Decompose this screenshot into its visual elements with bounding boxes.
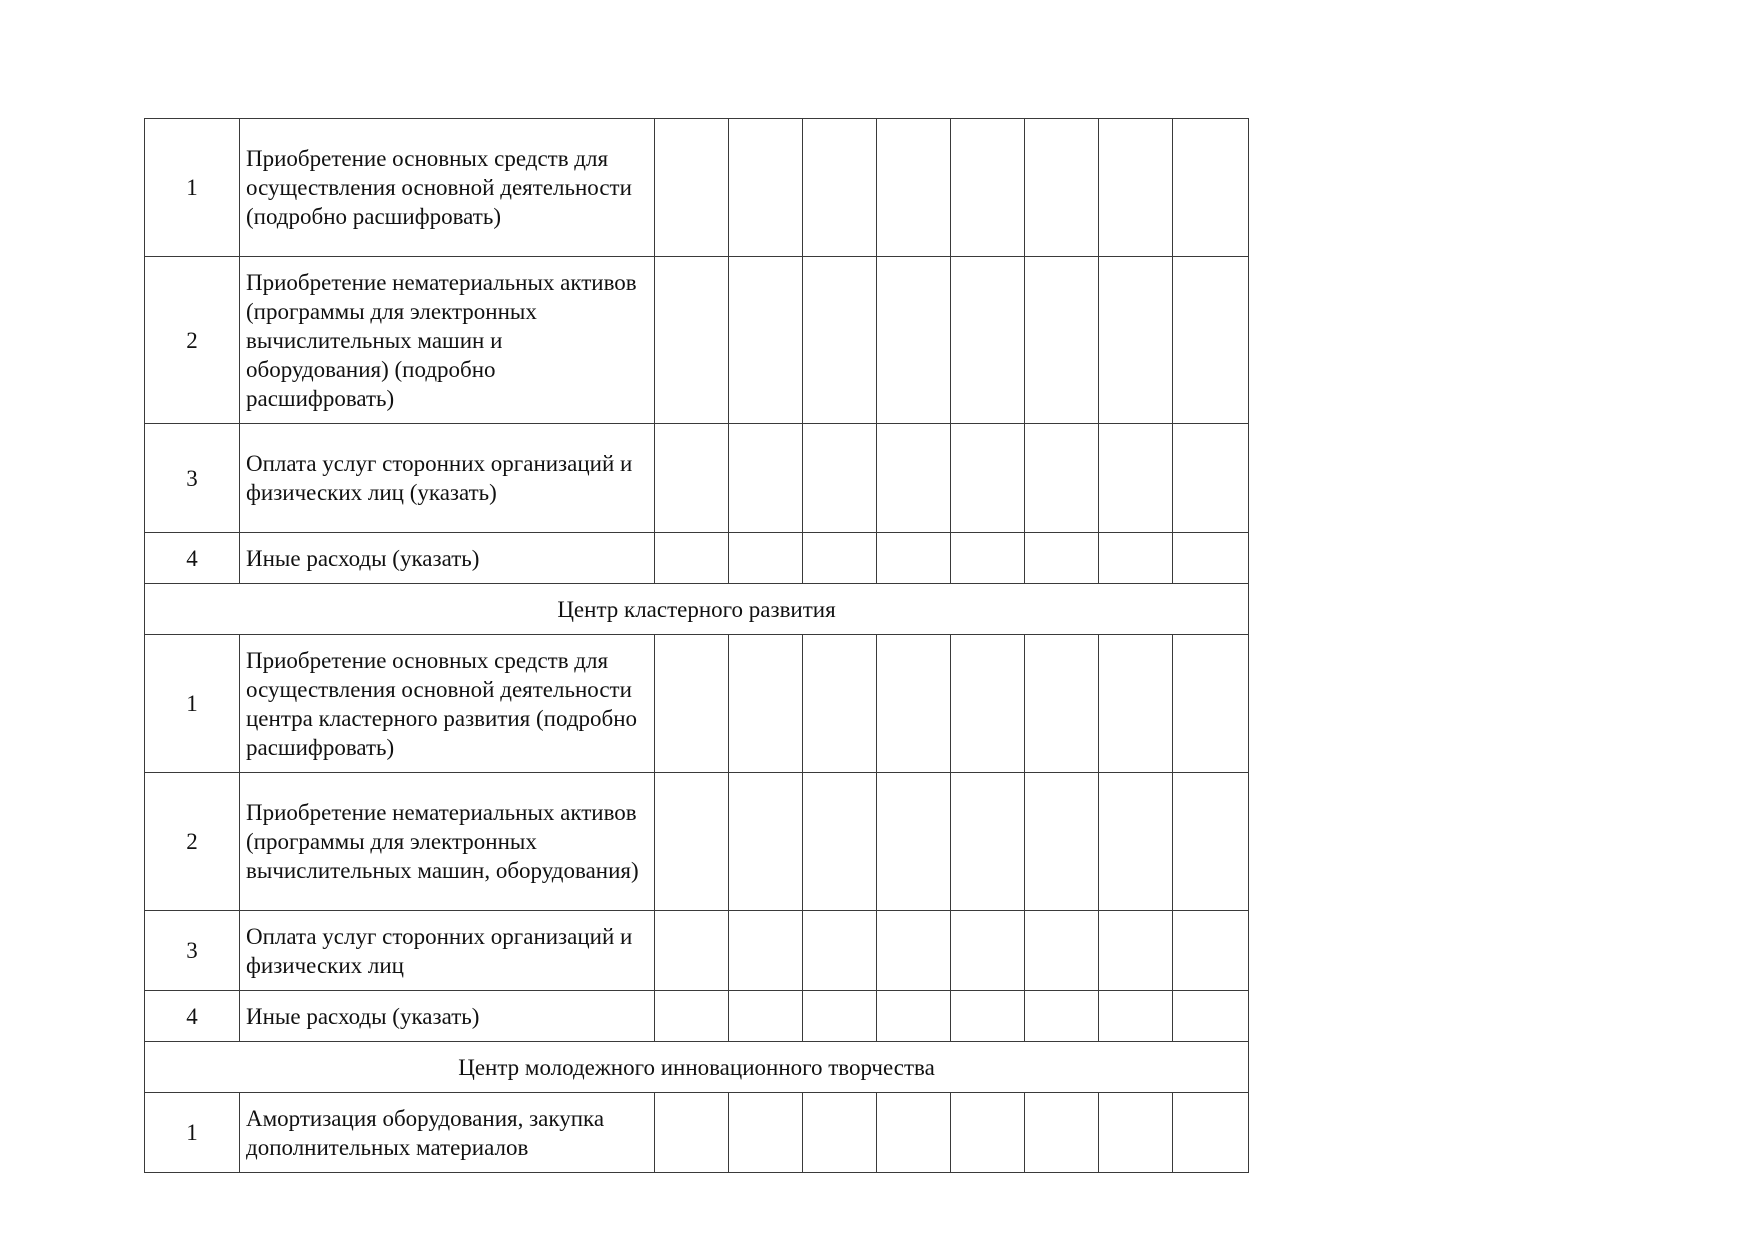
empty-value-cell [877, 424, 951, 533]
row-number: 2 [145, 773, 240, 911]
empty-value-cell [655, 1093, 729, 1173]
empty-value-cell [951, 1093, 1025, 1173]
expense-description: Оплата услуг сторонних организаций и физических лиц [240, 911, 655, 991]
empty-value-cell [1099, 635, 1173, 773]
empty-value-cell [803, 257, 877, 424]
empty-value-cell [1173, 533, 1249, 584]
empty-value-cell [729, 257, 803, 424]
empty-value-cell [1173, 991, 1249, 1042]
row-number: 2 [145, 257, 240, 424]
empty-value-cell [1173, 424, 1249, 533]
empty-value-cell [1025, 257, 1099, 424]
empty-value-cell [1099, 1093, 1173, 1173]
empty-value-cell [1099, 424, 1173, 533]
empty-value-cell [877, 119, 951, 257]
empty-value-cell [803, 424, 877, 533]
empty-value-cell [1099, 119, 1173, 257]
empty-value-cell [1099, 533, 1173, 584]
empty-value-cell [877, 533, 951, 584]
empty-value-cell [729, 991, 803, 1042]
empty-value-cell [655, 991, 729, 1042]
empty-value-cell [1173, 119, 1249, 257]
empty-value-cell [951, 119, 1025, 257]
empty-value-cell [951, 635, 1025, 773]
expense-description: Приобретение основных средств для осуществления основной деятельности центра кластерного развития (подробно расшифровать) [240, 635, 655, 773]
empty-value-cell [1025, 773, 1099, 911]
empty-value-cell [877, 1093, 951, 1173]
empty-value-cell [877, 257, 951, 424]
section-header-row [145, 584, 1249, 635]
empty-value-cell [1025, 533, 1099, 584]
row-number: 3 [145, 911, 240, 991]
table-row [145, 635, 1249, 773]
empty-value-cell [729, 773, 803, 911]
section-title: Центр молодежного инновационного творчества [145, 1042, 1249, 1093]
empty-value-cell [1173, 635, 1249, 773]
section-header-row [145, 1042, 1249, 1093]
empty-value-cell [951, 911, 1025, 991]
empty-value-cell [1025, 119, 1099, 257]
empty-value-cell [1173, 911, 1249, 991]
empty-value-cell [803, 1093, 877, 1173]
empty-value-cell [803, 635, 877, 773]
table-row [145, 119, 1249, 257]
section-title: Центр кластерного развития [145, 584, 1249, 635]
empty-value-cell [655, 119, 729, 257]
expense-description: Приобретение нематериальных активов (программы для электронных вычислительных машин и оборудования) (подробно расшифровать) [240, 257, 655, 424]
expense-description: Иные расходы (указать) [240, 991, 655, 1042]
empty-value-cell [803, 991, 877, 1042]
row-number: 1 [145, 635, 240, 773]
empty-value-cell [655, 257, 729, 424]
budget-table [144, 118, 1249, 1173]
expense-description: Иные расходы (указать) [240, 533, 655, 584]
empty-value-cell [877, 911, 951, 991]
table-row [145, 533, 1249, 584]
empty-value-cell [1025, 635, 1099, 773]
row-number: 3 [145, 424, 240, 533]
empty-value-cell [1099, 257, 1173, 424]
empty-value-cell [803, 119, 877, 257]
table-row [145, 424, 1249, 533]
empty-value-cell [655, 773, 729, 911]
empty-value-cell [729, 119, 803, 257]
empty-value-cell [655, 424, 729, 533]
empty-value-cell [803, 533, 877, 584]
empty-value-cell [877, 991, 951, 1042]
empty-value-cell [1099, 991, 1173, 1042]
empty-value-cell [655, 635, 729, 773]
row-number: 4 [145, 533, 240, 584]
empty-value-cell [803, 773, 877, 911]
expense-description: Приобретение нематериальных активов (программы для электронных вычислительных машин, оборудования) [240, 773, 655, 911]
table-row [145, 1093, 1249, 1173]
empty-value-cell [655, 911, 729, 991]
empty-value-cell [729, 424, 803, 533]
table-row [145, 911, 1249, 991]
empty-value-cell [729, 533, 803, 584]
empty-value-cell [951, 991, 1025, 1042]
empty-value-cell [951, 773, 1025, 911]
empty-value-cell [1099, 773, 1173, 911]
row-number: 1 [145, 119, 240, 257]
empty-value-cell [1173, 773, 1249, 911]
empty-value-cell [803, 911, 877, 991]
row-number: 4 [145, 991, 240, 1042]
empty-value-cell [951, 257, 1025, 424]
expense-description: Амортизация оборудования, закупка дополнительных материалов [240, 1093, 655, 1173]
table-row [145, 991, 1249, 1042]
empty-value-cell [1173, 1093, 1249, 1173]
empty-value-cell [1173, 257, 1249, 424]
empty-value-cell [1025, 911, 1099, 991]
table-row [145, 257, 1249, 424]
table-body [145, 119, 1249, 1173]
empty-value-cell [729, 1093, 803, 1173]
empty-value-cell [951, 424, 1025, 533]
empty-value-cell [1025, 424, 1099, 533]
empty-value-cell [951, 533, 1025, 584]
row-number: 1 [145, 1093, 240, 1173]
table-row [145, 773, 1249, 911]
empty-value-cell [1099, 911, 1173, 991]
empty-value-cell [877, 635, 951, 773]
empty-value-cell [729, 911, 803, 991]
empty-value-cell [1025, 991, 1099, 1042]
empty-value-cell [729, 635, 803, 773]
expense-description: Приобретение основных средств для осуществления основной деятельности (подробно расшифровать) [240, 119, 655, 257]
document-page [144, 118, 1249, 1173]
empty-value-cell [1025, 1093, 1099, 1173]
empty-value-cell [655, 533, 729, 584]
expense-description: Оплата услуг сторонних организаций и физических лиц (указать) [240, 424, 655, 533]
empty-value-cell [877, 773, 951, 911]
